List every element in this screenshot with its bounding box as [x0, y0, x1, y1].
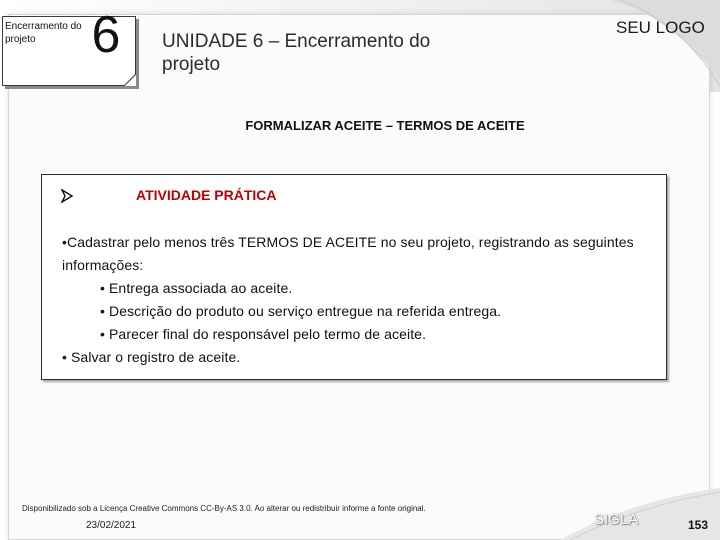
activity-sub-item: • Descrição do produto ou serviço entregue na referida entrega.	[100, 303, 502, 319]
footer-license: Disponibilizado sob a Licença Creative Commons CC-By-AS 3.0. Ao alterar ou redistribuir informe a fonte original.	[22, 504, 426, 513]
page-number: 153	[688, 518, 709, 532]
activity-title: ATIVIDADE PRÁTICA	[136, 187, 277, 203]
activity-item: •Cadastrar pelo menos três TERMOS DE ACEITE no seu projeto, registrando as seguintes informações:	[62, 234, 634, 273]
activity-box	[41, 174, 667, 380]
activity-sub-item: • Entrega associada ao aceite.	[100, 280, 293, 296]
chapter-label: Encerramento do projeto	[5, 21, 82, 45]
chapter-number: 6	[91, 6, 121, 64]
footer-date: 23/02/2021	[86, 520, 137, 531]
activity-body	[62, 231, 652, 369]
page-fold-icon	[124, 74, 136, 86]
header-decoration	[500, 0, 720, 92]
section-heading: FORMALIZAR ACEITE – TERMOS DE ACEITE	[245, 118, 525, 133]
activity-item: • Salvar o registro de aceite.	[62, 349, 241, 365]
footer-sigla: SIGLA	[594, 511, 639, 528]
arrow-bullet-icon	[60, 189, 74, 203]
unit-title: UNIDADE 6 – Encerramento do projeto	[162, 31, 431, 75]
activity-sub-item: • Parecer final do responsável pelo termo de aceite.	[100, 326, 427, 342]
logo-placeholder: SEU LOGO	[616, 18, 705, 37]
